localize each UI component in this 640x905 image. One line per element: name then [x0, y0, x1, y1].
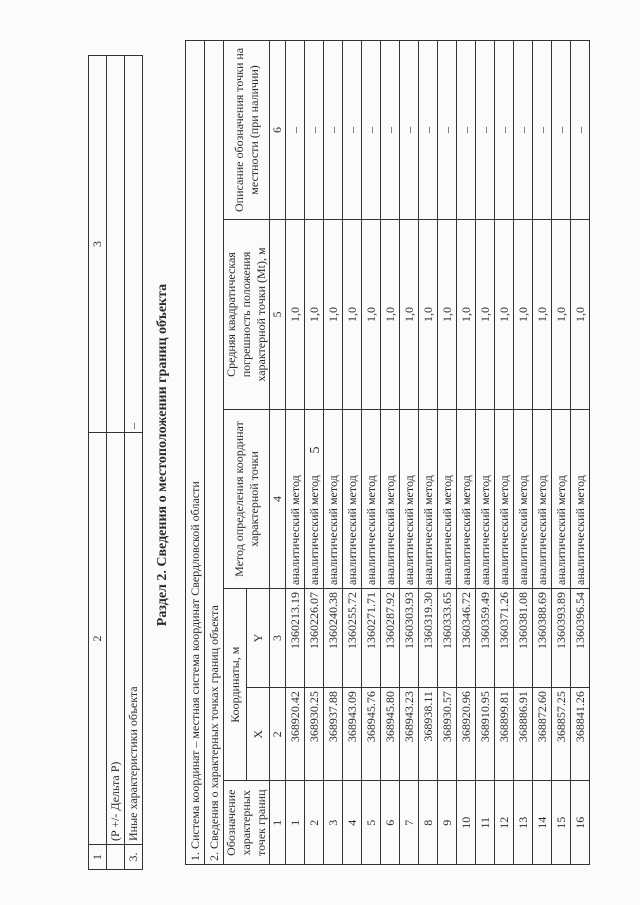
coord-x: 368886.91 — [514, 688, 533, 781]
accuracy: 1,0 — [457, 219, 476, 409]
top-header-cell: 3 — [89, 56, 107, 433]
section-title: Раздел 2. Сведения о местоположении границ объекта — [155, 283, 170, 627]
header-x: X — [247, 688, 270, 781]
coord-x: 368930.25 — [305, 688, 324, 781]
table-row — [362, 41, 381, 865]
accuracy: 1,0 — [419, 219, 438, 409]
coord-x: 368938.11 — [419, 688, 438, 781]
coord-y: 1360213.19 — [286, 588, 305, 687]
method: аналитический метод — [381, 410, 400, 589]
coord-x: 368943.23 — [400, 688, 419, 781]
index-cell: 1 — [270, 781, 286, 865]
top-row-name: Иные характеристики объекта — [125, 433, 143, 845]
point-number: 9 — [438, 781, 457, 865]
header-description: Описание обозначения точки на местности (при наличии) — [224, 41, 270, 220]
table-row — [533, 41, 552, 865]
accuracy: 1,0 — [495, 219, 514, 409]
table-row — [419, 41, 438, 865]
point-number: 10 — [457, 781, 476, 865]
coord-x: 368899.81 — [495, 688, 514, 781]
table-row — [324, 41, 343, 865]
coord-y: 1360371.26 — [495, 588, 514, 687]
table-row — [552, 41, 571, 865]
coord-y: 1360319.30 — [419, 588, 438, 687]
point-number: 15 — [552, 781, 571, 865]
points-table — [185, 40, 590, 865]
coordinate-system-text: 1. Система координат – местная система координат Свердловской области — [186, 41, 205, 865]
coord-x: 368910.95 — [476, 688, 495, 781]
table-row — [438, 41, 457, 865]
header-row — [224, 41, 247, 865]
accuracy: 1,0 — [362, 219, 381, 409]
description: – — [552, 41, 571, 220]
point-number: 2 — [305, 781, 324, 865]
point-number: 12 — [495, 781, 514, 865]
top-row-num: 3. — [125, 845, 143, 870]
top-row-name: (P +/- Дельта P) — [107, 433, 125, 845]
header-accuracy: Средняя квадратическая погрешность положения характерной точки (Mt), м — [224, 219, 270, 409]
coord-x: 368945.80 — [381, 688, 400, 781]
accuracy: 1,0 — [438, 219, 457, 409]
description: – — [400, 41, 419, 220]
table-row — [343, 41, 362, 865]
point-number: 3 — [324, 781, 343, 865]
coord-y: 1360226.07 — [305, 588, 324, 687]
header-y: Y — [247, 588, 270, 687]
table-row — [495, 41, 514, 865]
description: – — [514, 41, 533, 220]
description: – — [305, 41, 324, 220]
point-number: 5 — [362, 781, 381, 865]
method: аналитический метод — [324, 410, 343, 589]
coord-x: 368920.42 — [286, 688, 305, 781]
point-number: 8 — [419, 781, 438, 865]
description: – — [438, 41, 457, 220]
table-row — [381, 41, 400, 865]
method: аналитический метод — [571, 410, 590, 589]
header-designation: Обозначение характерных точек границ — [224, 781, 270, 865]
method: аналитический метод — [419, 410, 438, 589]
point-number: 14 — [533, 781, 552, 865]
coord-y: 1360381.08 — [514, 588, 533, 687]
method: аналитический метод — [514, 410, 533, 589]
point-number: 6 — [381, 781, 400, 865]
top-header-cell: 1 — [89, 845, 107, 870]
point-number: 4 — [343, 781, 362, 865]
table-row — [286, 41, 305, 865]
index-cell: 2 — [270, 688, 286, 781]
table-row — [514, 41, 533, 865]
accuracy: 1,0 — [324, 219, 343, 409]
coord-x: 368872.60 — [533, 688, 552, 781]
top-header-cell: 2 — [89, 433, 107, 845]
point-number: 11 — [476, 781, 495, 865]
accuracy: 1,0 — [571, 219, 590, 409]
top-table-header — [89, 56, 107, 870]
points-rows — [286, 41, 590, 865]
method: аналитический метод — [438, 410, 457, 589]
index-cell: 4 — [270, 410, 286, 589]
method: аналитический метод — [305, 410, 324, 589]
table-row — [400, 41, 419, 865]
point-number: 13 — [514, 781, 533, 865]
coord-y: 1360255.72 — [343, 588, 362, 687]
coord-y: 1360333.65 — [438, 588, 457, 687]
method: аналитический метод — [457, 410, 476, 589]
description: – — [476, 41, 495, 220]
coord-x: 368945.76 — [362, 688, 381, 781]
header-method: Метод определения координат характерной точки — [224, 410, 270, 589]
description: – — [495, 41, 514, 220]
table-row — [571, 41, 590, 865]
table-row — [457, 41, 476, 865]
description: – — [571, 41, 590, 220]
coord-y: 1360303.93 — [400, 588, 419, 687]
rotated-content — [0, 20, 640, 870]
index-cell: 5 — [270, 219, 286, 409]
top-row-num — [107, 845, 125, 870]
coord-x: 368937.88 — [324, 688, 343, 781]
points-caption-row — [205, 41, 224, 865]
accuracy: 1,0 — [400, 219, 419, 409]
top-row-value — [107, 56, 125, 433]
page-number: 5 — [308, 446, 323, 454]
accuracy: 1,0 — [343, 219, 362, 409]
coord-x: 368943.09 — [343, 688, 362, 781]
description: – — [343, 41, 362, 220]
index-cell: 3 — [270, 588, 286, 687]
description: – — [533, 41, 552, 220]
point-number: 7 — [400, 781, 419, 865]
coord-y: 1360396.54 — [571, 588, 590, 687]
description: – — [381, 41, 400, 220]
coord-x: 368920.96 — [457, 688, 476, 781]
coord-y: 1360393.89 — [552, 588, 571, 687]
coord-y: 1360287.92 — [381, 588, 400, 687]
description: – — [362, 41, 381, 220]
accuracy: 1,0 — [514, 219, 533, 409]
index-cell: 6 — [270, 41, 286, 220]
coord-x: 368841.26 — [571, 688, 590, 781]
coordinate-system-row — [186, 41, 205, 865]
top-table — [88, 55, 143, 870]
method: аналитический метод — [343, 410, 362, 589]
point-number: 1 — [286, 781, 305, 865]
description: – — [286, 41, 305, 220]
method: аналитический метод — [362, 410, 381, 589]
index-row — [270, 41, 286, 865]
accuracy: 1,0 — [476, 219, 495, 409]
top-table-row — [125, 56, 143, 870]
coord-x: 368930.57 — [438, 688, 457, 781]
header-coords: Координаты, м — [224, 588, 247, 781]
point-number: 16 — [571, 781, 590, 865]
method: аналитический метод — [552, 410, 571, 589]
method: аналитический метод — [286, 410, 305, 589]
method: аналитический метод — [400, 410, 419, 589]
coord-y: 1360388.69 — [533, 588, 552, 687]
accuracy: 1,0 — [552, 219, 571, 409]
top-table-row — [107, 56, 125, 870]
description: – — [419, 41, 438, 220]
table-row — [476, 41, 495, 865]
table-row — [305, 41, 324, 865]
method: аналитический метод — [476, 410, 495, 589]
accuracy: 1,0 — [533, 219, 552, 409]
coord-y: 1360346.72 — [457, 588, 476, 687]
description: – — [324, 41, 343, 220]
points-caption-text: 2. Сведения о характерных точках границ объекта — [205, 41, 224, 865]
method: аналитический метод — [533, 410, 552, 589]
coord-y: 1360271.71 — [362, 588, 381, 687]
accuracy: 1,0 — [305, 219, 324, 409]
coord-x: 368857.25 — [552, 688, 571, 781]
accuracy: 1,0 — [381, 219, 400, 409]
coord-y: 1360359.49 — [476, 588, 495, 687]
top-row-value: – — [125, 56, 143, 433]
coord-y: 1360240.38 — [324, 588, 343, 687]
method: аналитический метод — [495, 410, 514, 589]
accuracy: 1,0 — [286, 219, 305, 409]
description: – — [457, 41, 476, 220]
